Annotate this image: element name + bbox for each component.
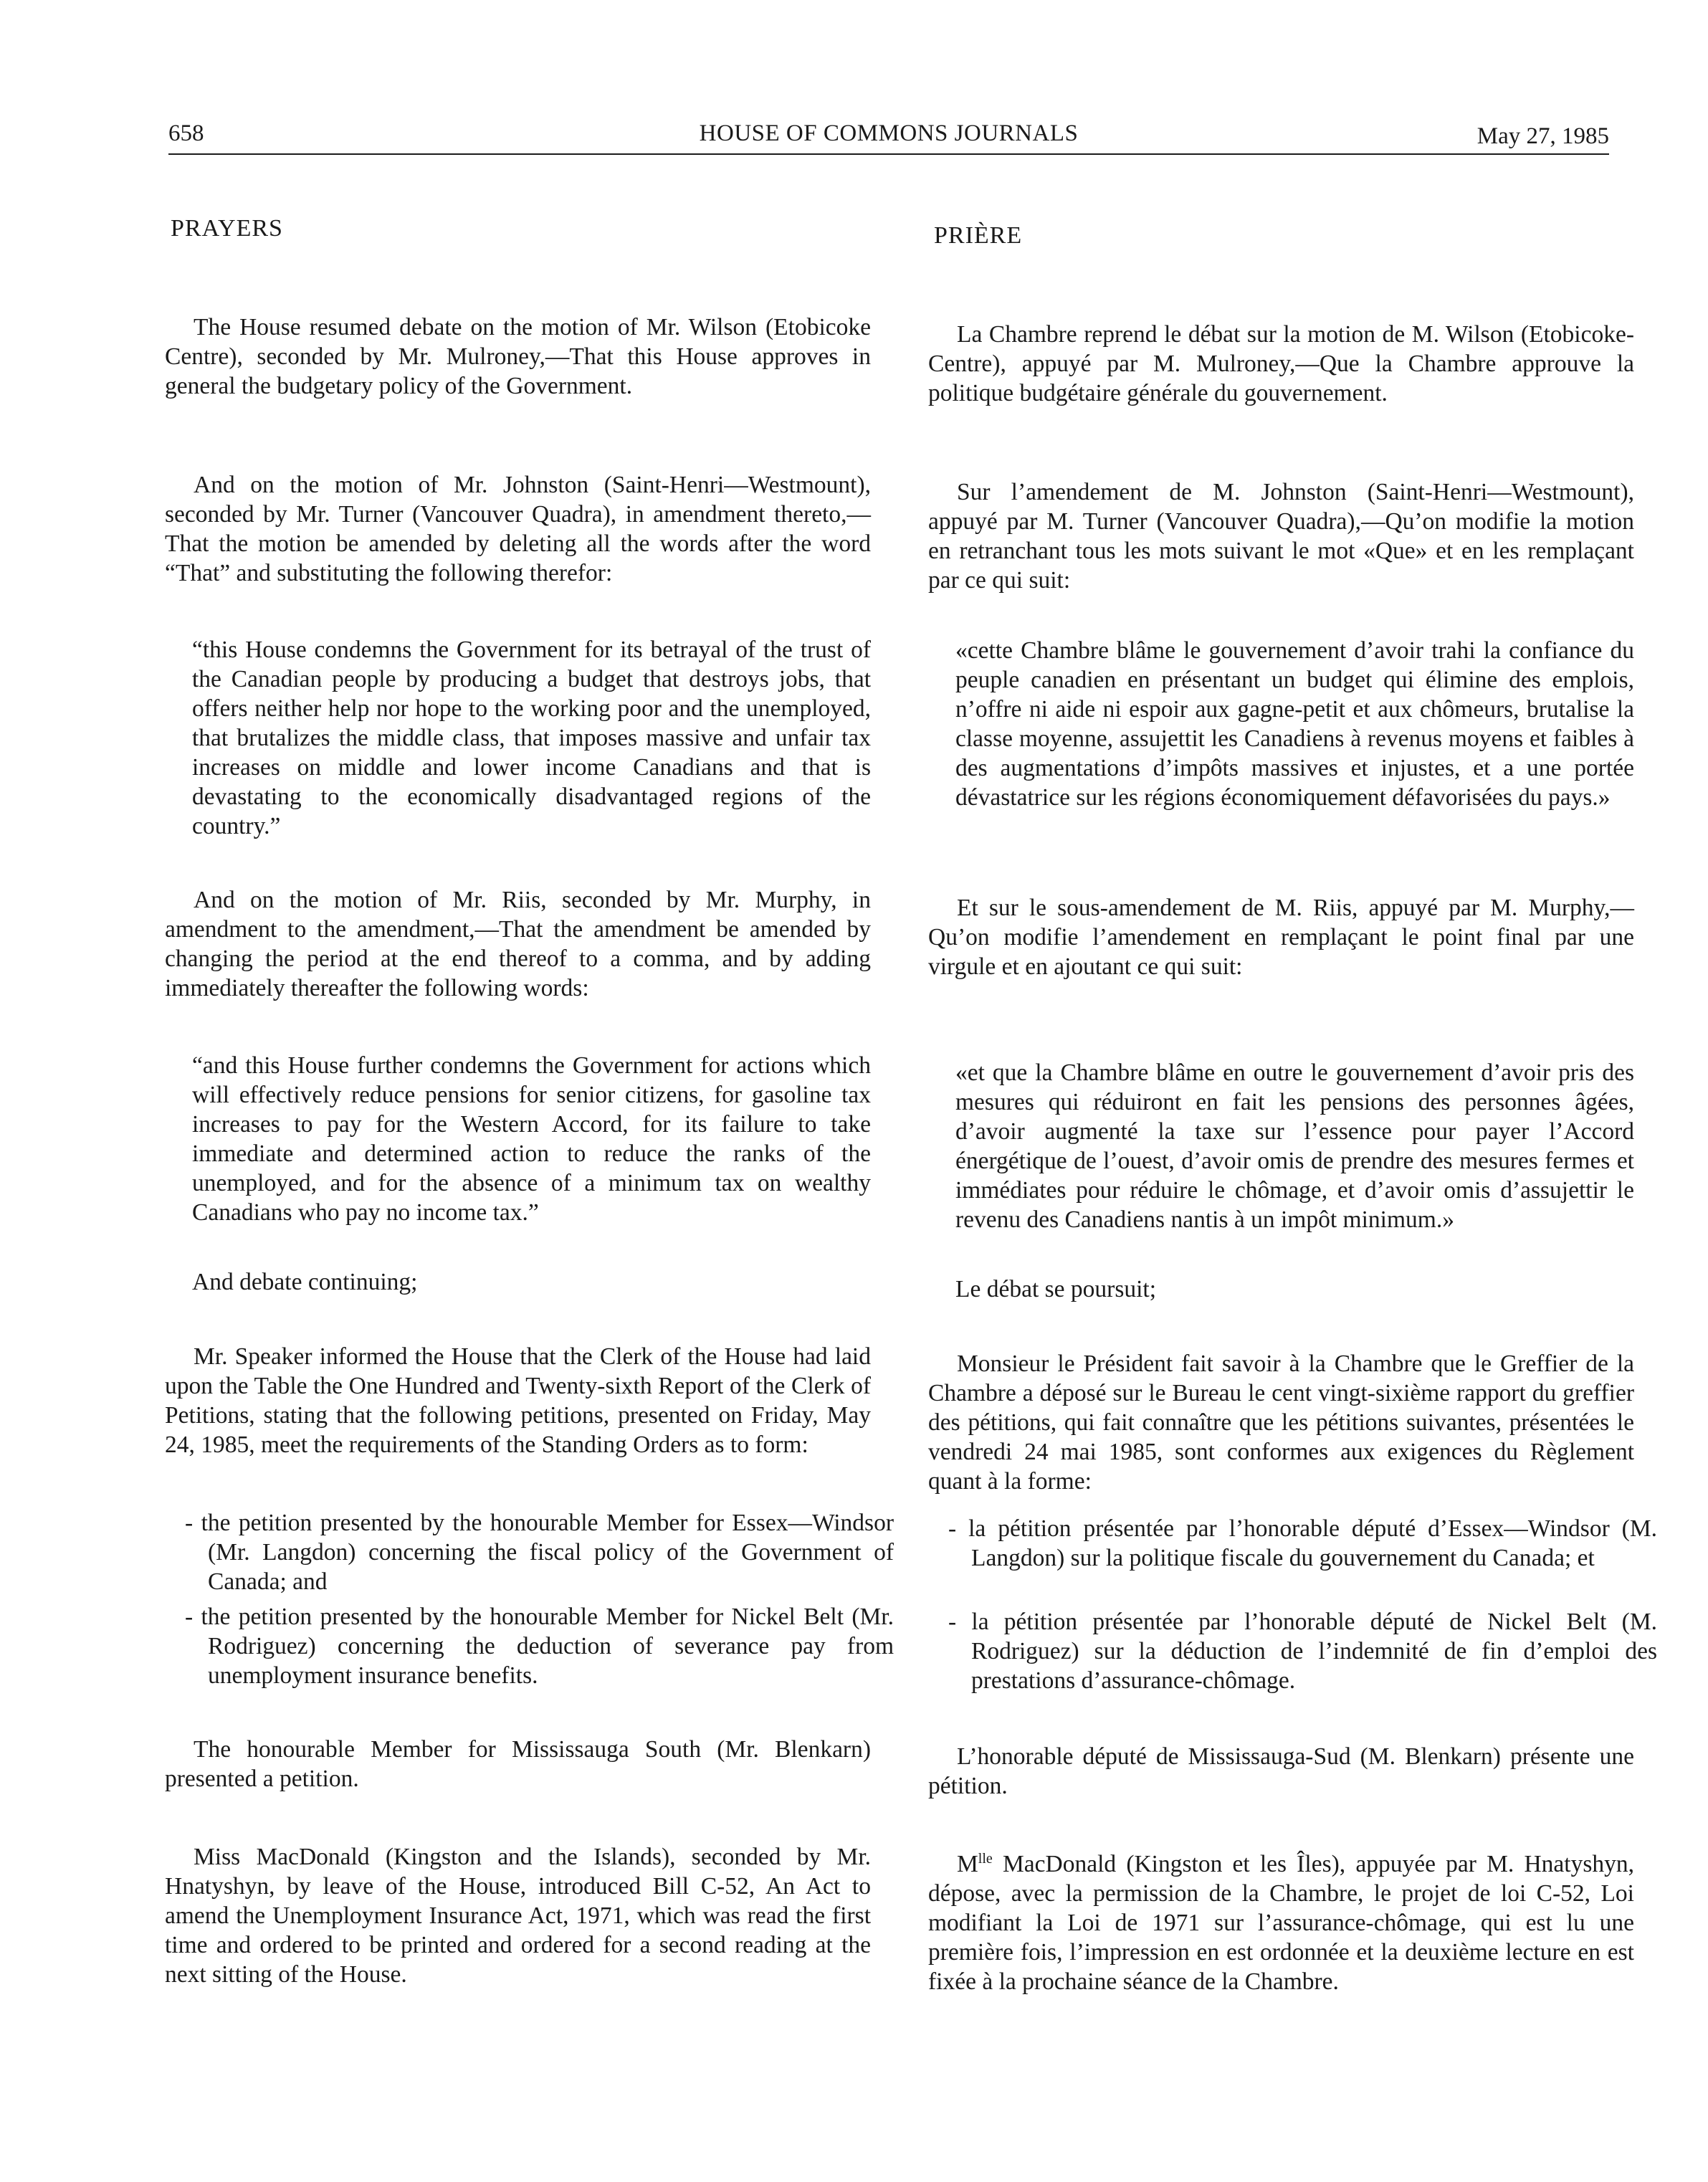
french-paragraph-petitions-report: Monsieur le Président fait savoir à la Chambre que le Greffier de la Chambre a déposé sur le Bureau le cent vingt-sixième rapport du greffier des pétitions, qui fait connaître que les pétitions suivantes, présentées le vendredi 24 mai 1985, sont conformes aux exigences du Règlement quant à la forme: (928, 1350, 1634, 1495)
english-paragraph-petition-presented: The honourable Member for Mississauga South (Mr. Blenkarn) presented a petition. (165, 1736, 871, 1792)
page-number: 658 (168, 120, 204, 146)
page-header (168, 120, 1609, 155)
french-title-abbreviation: $M^{lle}$ (957, 1850, 993, 1877)
french-paragraph-bill (928, 1849, 1634, 1996)
journal-date: May 27, 1985 (1476, 123, 1609, 149)
english-heading: PRAYERS (171, 215, 283, 242)
english-quote-amendment: “this House condemns the Government for its betrayal of the trust of the Canadian people by producing a budget that destroys jobs, that offers neither help nor hope to the working poor and the unemployed, that brutalizes the middle class, that imposes massive and unfair tax increases on middle and lower income Canadians and that is devastating to the economically disadvantaged regions of the country.” (192, 637, 871, 839)
french-quote-subamendment: «et que la Chambre blâme en outre le gouvernement d’avoir pris des mesures qui réduiront en fait les pensions des personnes âgées, d’avoir augmenté la taxe sur l’essence pour payer l’Accord énergétique de l’ouest, d’avoir omis de prendre des mesures fermes et immédiates pour réduire le chômage, et d’avoir omis d’assujettir le revenu des Canadiens nantis à un impôt minimum.» (955, 1059, 1634, 1233)
english-paragraph-bill: Miss MacDonald (Kingston and the Islands), seconded by Mr. Hnatyshyn, by leave of the House, introduced Bill C-52, An Act to amend the Unemployment Insurance Act, 1971, which was read the first time and ordered to be printed and ordered for a second reading at the next sitting of the House. (165, 1844, 871, 1988)
english-petition-item: - the petition presented by the honourable Member for Nickel Belt (Mr. Rodriguez) concerning the deduction of severance pay from unemployment insurance benefits. (185, 1604, 894, 1689)
french-paragraph-petition-presented: L’honorable député de Mississauga-Sud (M. Blenkarn) présente une pétition. (928, 1743, 1634, 1799)
english-paragraph-subamendment: And on the motion of Mr. Riis, seconded by Mr. Murphy, in amendment to the amendment,—That the amendment be amended by changing the period at the end thereof to a comma, and by adding immediately thereafter the following words: (165, 887, 871, 1001)
french-quote-amendment: «cette Chambre blâme le gouvernement d’avoir trahi la confiance du peuple canadien en présentant un budget qui élimine des emplois, n’offre ni aide ni espoir aux gagne-petit et aux chômeurs, brutalise la classe moyenne, assujettit les Canadiens à revenus moyens et faibles à des augmentations d’impôts massives et injustes, et a une portée dévastatrice sur les régions économiquement défavorisées du pays.» (955, 637, 1634, 811)
english-paragraph-amendment: And on the motion of Mr. Johnston (Saint-Henri—Westmount), seconded by Mr. Turner (Vancouver Quadra), in amendment thereto,—That the motion be amended by deleting all the words after the word “That” and substituting the following therefor: (165, 472, 871, 586)
english-paragraph-petitions-report: Mr. Speaker informed the House that the Clerk of the House had laid upon the Table the One Hundred and Twenty-sixth Report of the Clerk of Petitions, stating that the following petitions, presented on Friday, May 24, 1985, meet the requirements of the Standing Orders as to form: (165, 1343, 871, 1458)
french-bill-text: MacDonald (Kingston et les Îles), appuyée par M. Hnatyshyn, dépose, avec la permission de la Chambre, le projet de loi C-52, Loi modifiant la Loi de 1971 sur l’assurance-chômage, qui est lu une première fois, l’impression en est ordonnée et la deuxième lecture en est fixée à la prochaine séance de la Chambre. (928, 1851, 1634, 1995)
french-heading: PRIÈRE (934, 222, 1023, 249)
english-paragraph-motion: The House resumed debate on the motion of Mr. Wilson (Etobicoke Centre), seconded by Mr. Mulroney,—That this House approves in general the budgetary policy of the Government. (165, 314, 871, 399)
french-debate-continuing: Le débat se poursuit; (955, 1276, 1157, 1302)
french-paragraph-subamendment: Et sur le sous-amendement de M. Riis, appuyé par M. Murphy,—Qu’on modifie l’amendement en remplaçant le point final par une virgule et en ajoutant ce qui suit: (928, 895, 1634, 980)
english-petition-item: - the petition presented by the honourable Member for Essex—Windsor (Mr. Langdon) concerning the fiscal policy of the Government of Canada; and (185, 1510, 894, 1595)
english-quote-subamendment: “and this House further condemns the Government for actions which will effectively reduce pensions for senior citizens, for gasoline tax increases to pay for the Western Accord, for its failure to take immediate and determined action to reduce the ranks of the unemployed, and for the absence of a minimum tax on wealthy Canadians who pay no income tax.” (192, 1052, 871, 1226)
english-debate-continuing: And debate continuing; (192, 1269, 418, 1295)
journal-title: HOUSE OF COMMONS JOURNALS (699, 120, 1079, 146)
french-paragraph-amendment: Sur l’amendement de M. Johnston (Saint-Henri—Westmount), appuyé par M. Turner (Vancouver Quadra),—Qu’on modifie la motion en retranchant tous les mots suivant le mot «Que» et en les remplaçant par ce qui suit: (928, 479, 1634, 594)
french-petition-item: - la pétition présentée par l’honorable député d’Essex—Windsor (M. Langdon) sur la politique fiscale du gouvernement du Canada; et (948, 1515, 1657, 1571)
french-petition-item: - la pétition présentée par l’honorable député de Nickel Belt (M. Rodriguez) sur la déduction de l’indemnité de fin d’emploi des prestations d’assurance-chômage. (948, 1609, 1657, 1694)
french-paragraph-motion: La Chambre reprend le débat sur la motion de M. Wilson (Etobicoke-Centre), appuyé par M. Mulroney,—Que la Chambre approuve la politique budgétaire générale du gouvernement. (928, 321, 1634, 406)
